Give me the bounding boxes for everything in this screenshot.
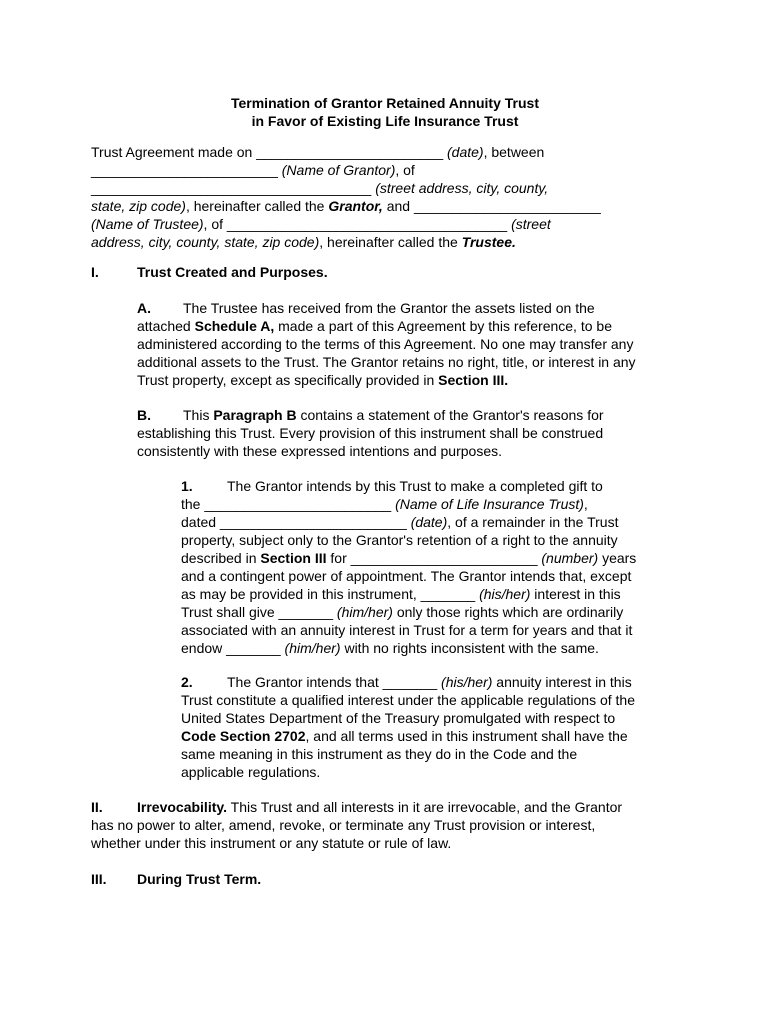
intro-text: , of	[395, 162, 415, 178]
item-1	[181, 477, 770, 657]
item-text: (him/her)	[336, 604, 393, 620]
section-number: II.	[91, 799, 103, 815]
item-text: dated ________________________	[181, 514, 411, 530]
item-text: with no rights inconsistent with the same.	[340, 640, 599, 656]
paragraph-text: establishing this Trust. Every provision of this instrument shall be construed	[137, 425, 604, 441]
item-text: (number)	[541, 550, 599, 566]
paragraph-number: B.	[137, 407, 151, 423]
section-text: This Trust and all interests in it are irrevocable, and the Grantor	[227, 799, 623, 815]
intro-line	[91, 197, 691, 215]
paragraph-b	[137, 406, 737, 460]
item-text: United States Department of the Treasury promulgated with respect to	[181, 710, 616, 726]
paragraph-text: administered according to the terms of this Agreement. No one may transfer any	[137, 336, 634, 352]
section-number: III.	[91, 871, 107, 887]
paragraph-text: consistently with these expressed intentions and purposes.	[137, 443, 502, 459]
section-number: I.	[91, 264, 99, 280]
paragraph-text: Trust property, except as specifically provided in	[137, 372, 439, 388]
item-text: applicable regulations.	[181, 764, 321, 780]
document-title-line1: Termination of Grantor Retained Annuity Trust	[230, 95, 539, 111]
item-text: the ________________________	[181, 496, 396, 512]
intro-text: and ________________________	[382, 198, 601, 214]
paragraph-text: Paragraph B	[213, 407, 297, 423]
paragraph-a	[137, 299, 737, 389]
item-text: same meaning in this instrument as they do in the Code and the	[181, 746, 578, 762]
intro-text: state, zip code)	[91, 198, 186, 214]
item-text: annuity interest in this	[492, 674, 632, 690]
document-title-line2: in Favor of Existing Life Insurance Trust	[251, 113, 519, 129]
intro-text: (Name of Grantor)	[281, 162, 396, 178]
intro-text: (street address, city, county,	[375, 180, 549, 196]
item-text: associated with an annuity interest in Trust for a term for years and that it	[181, 622, 633, 638]
intro-text: (street	[511, 216, 551, 232]
paragraph-text: additional assets to the Trust. The Grantor retains no right, title, or interest in any	[137, 354, 636, 370]
section-text: has no power to alter, amend, revoke, or terminate any Trust provision or interest,	[91, 817, 596, 833]
item-text: The Grantor intends by this Trust to make a completed gift to	[227, 478, 603, 494]
intro-text: (date)	[447, 144, 484, 160]
section-heading: Trust Created and Purposes.	[137, 264, 328, 280]
item-text: interest in this	[530, 586, 621, 602]
item-text: (him/her)	[284, 640, 341, 656]
section-2	[91, 798, 691, 852]
paragraph-number: A.	[137, 300, 151, 316]
section-1-heading	[91, 263, 691, 281]
item-text: , and all terms used in this instrument shall have the	[305, 728, 628, 744]
paragraph-text: Section III.	[438, 372, 509, 388]
section-heading: Irrevocability.	[137, 799, 228, 815]
item-text: only those rights which are ordinarily	[392, 604, 624, 620]
item-text: endow _______	[181, 640, 285, 656]
intro-text: ____________________________________	[91, 180, 376, 196]
section-3-heading	[91, 870, 691, 888]
intro-text: address, city, county, state, zip code)	[91, 234, 320, 250]
intro-line	[91, 143, 691, 161]
paragraph-text: made a part of this Agreement by this reference, to be	[274, 318, 612, 334]
paragraph-text: This	[183, 407, 214, 423]
item-2	[181, 673, 770, 781]
item-text: , of a remainder in the Trust	[447, 514, 619, 530]
item-text: for ________________________	[326, 550, 542, 566]
item-text: Trust constitute a qualified interest under the applicable regulations of the	[181, 692, 635, 708]
intro-line	[91, 233, 691, 251]
item-text: Section III	[260, 550, 327, 566]
item-number: 2.	[181, 674, 193, 690]
item-text: (his/her)	[441, 674, 493, 690]
item-text: (his/her)	[479, 586, 531, 602]
paragraph-text: The Trustee has received from the Grantor the assets listed on the	[183, 300, 595, 316]
section-heading: During Trust Term.	[137, 871, 262, 887]
paragraph-text: attached	[137, 318, 195, 334]
item-text: as may be provided in this instrument, _______	[181, 586, 480, 602]
item-text: The Grantor intends that _______	[227, 674, 442, 690]
intro-text: ________________________	[91, 162, 282, 178]
item-text: (Name of Life Insurance Trust)	[395, 496, 584, 512]
intro-text: , hereinafter called the	[185, 198, 329, 214]
intro-line	[91, 179, 691, 197]
intro-text: Trust Agreement made on ________________________	[91, 144, 447, 160]
intro-line	[91, 215, 691, 233]
item-text: ,	[583, 496, 588, 512]
item-text: years	[598, 550, 637, 566]
section-text: whether under this instrument or any statute or rule of law.	[91, 835, 452, 851]
item-number: 1.	[181, 478, 193, 494]
item-text: described in	[181, 550, 261, 566]
intro-line	[91, 161, 691, 179]
intro-text: Trustee.	[461, 234, 516, 250]
item-text: (date)	[410, 514, 448, 530]
intro-text: , hereinafter called the	[319, 234, 462, 250]
item-text: and a contingent power of appointment. The Grantor intends that, except	[181, 568, 632, 584]
item-text: Trust shall give _______	[181, 604, 337, 620]
intro-text: , between	[483, 144, 545, 160]
paragraph-text: Schedule A,	[194, 318, 275, 334]
intro-text: , of ____________________________________	[203, 216, 512, 232]
intro-text: (Name of Trustee)	[91, 216, 204, 232]
intro-text: Grantor,	[328, 198, 383, 214]
intro-paragraph	[91, 143, 691, 251]
item-text: property, subject only to the Grantor's retention of a right to the annuity	[181, 532, 618, 548]
item-text: Code Section 2702	[181, 728, 306, 744]
paragraph-text: contains a statement of the Grantor's reasons for	[296, 407, 604, 423]
